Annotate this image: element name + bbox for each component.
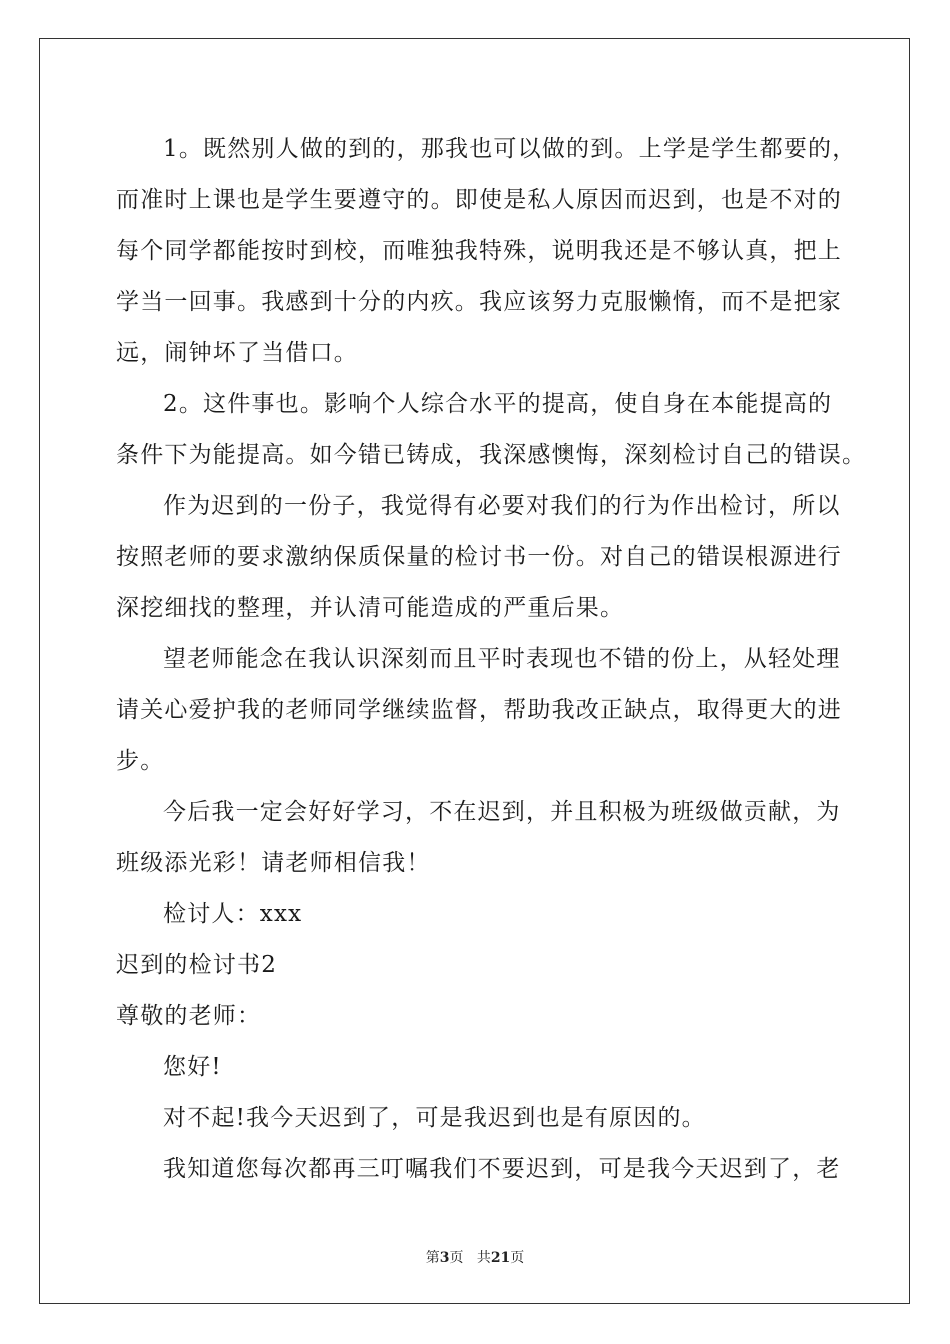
paragraph-line: 按照老师的要求激纳保质保量的检讨书一份。对自己的错误根源进行	[116, 544, 842, 570]
document-body	[116, 124, 867, 1195]
paragraph-line: 1。既然别人做的到的，那我也可以做的到。上学是学生都要的，	[163, 136, 857, 162]
page-footer	[0, 1247, 950, 1267]
greeting: 您好!	[163, 1054, 222, 1080]
paragraph-line: 学当一回事。我感到十分的内疚。我应该努力克服懒惰，而不是把家	[116, 289, 842, 315]
footer-total-prefix: 共	[476, 1250, 491, 1266]
signature-line: 检讨人：xxx	[163, 901, 303, 927]
paragraph-line: 望老师能念在我认识深刻而且平时表现也不错的份上，从轻处理	[163, 646, 841, 672]
footer-total-pages: 21	[490, 1250, 511, 1266]
paragraph-line: 今后我一定会好好学习，不在迟到，并且积极为班级做贡献，为	[163, 799, 841, 825]
section-title: 迟到的检讨书2	[116, 952, 278, 978]
paragraph-line: 2。这件事也。影响个人综合水平的提高，使自身在本能提高的	[163, 391, 833, 417]
paragraph-line: 步。	[116, 748, 165, 774]
footer-prefix: 第	[425, 1250, 440, 1266]
footer-page-suffix: 页	[449, 1250, 464, 1266]
paragraph-line: 而准时上课也是学生要遵守的。即使是私人原因而迟到，也是不对的	[116, 187, 842, 213]
footer-total-suffix: 页	[510, 1250, 525, 1266]
paragraph-line: 作为迟到的一份子，我觉得有必要对我们的行为作出检讨，所以	[163, 493, 841, 519]
salutation: 尊敬的老师：	[116, 1003, 262, 1029]
paragraph-line: 深挖细找的整理，并认清可能造成的严重后果。	[116, 595, 625, 621]
paragraph-line: 对不起!我今天迟到了，可是我迟到也是有原因的。	[163, 1105, 706, 1131]
paragraph-line: 条件下为能提高。如今错已铸成，我深感懊悔，深刻检讨自己的错误。	[116, 442, 867, 468]
paragraph-line: 远，闹钟坏了当借口。	[116, 340, 358, 366]
paragraph-line: 我知道您每次都再三叮嘱我们不要迟到，可是我今天迟到了，老	[163, 1156, 841, 1182]
footer-page-number: 3	[439, 1250, 450, 1266]
paragraph-line: 请关心爱护我的老师同学继续监督，帮助我改正缺点，取得更大的进	[116, 697, 842, 723]
paragraph-line: 每个同学都能按时到校，而唯独我特殊，说明我还是不够认真，把上	[116, 238, 842, 264]
paragraph-line: 班级添光彩！请老师相信我！	[116, 850, 431, 876]
